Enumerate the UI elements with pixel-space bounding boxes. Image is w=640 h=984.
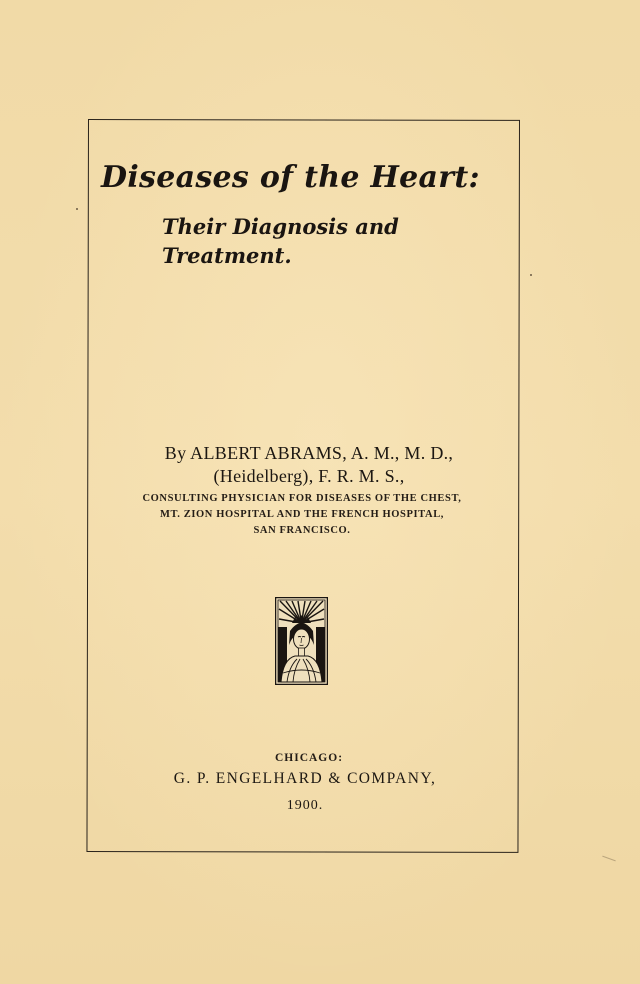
paper-speck <box>530 274 532 276</box>
author-block <box>95 442 515 488</box>
affiliation-line-2: MT. ZION HOSPITAL AND THE FRENCH HOSPITAL, <box>159 509 445 520</box>
book-title: Diseases of the Heart: <box>101 160 480 195</box>
author-name: By ALBERT ABRAMS, A. M., M. D., <box>164 443 454 463</box>
paper-speck <box>602 856 615 862</box>
affiliation-line-1: CONSULTING PHYSICIAN FOR DISEASES OF THE CHEST, <box>142 493 462 504</box>
author-credentials: (Heidelberg), F. R. M. S., <box>213 466 405 486</box>
publication-year: 1900. <box>286 798 324 813</box>
subtitle-line-2: Treatment. <box>162 243 292 268</box>
publisher-city: CHICAGO: <box>274 752 344 764</box>
affiliation-line-3: SAN FRANCISCO. <box>253 525 351 536</box>
publisher-name: G. P. ENGELHARD & COMPANY, <box>173 770 437 787</box>
publisher-imprint <box>95 750 515 816</box>
publisher-device-figure-icon <box>275 597 328 685</box>
subtitle-line-1: Their Diagnosis and <box>162 214 399 239</box>
paper-speck <box>76 208 78 210</box>
book-subtitle <box>162 212 399 270</box>
author-affiliation <box>95 491 509 539</box>
